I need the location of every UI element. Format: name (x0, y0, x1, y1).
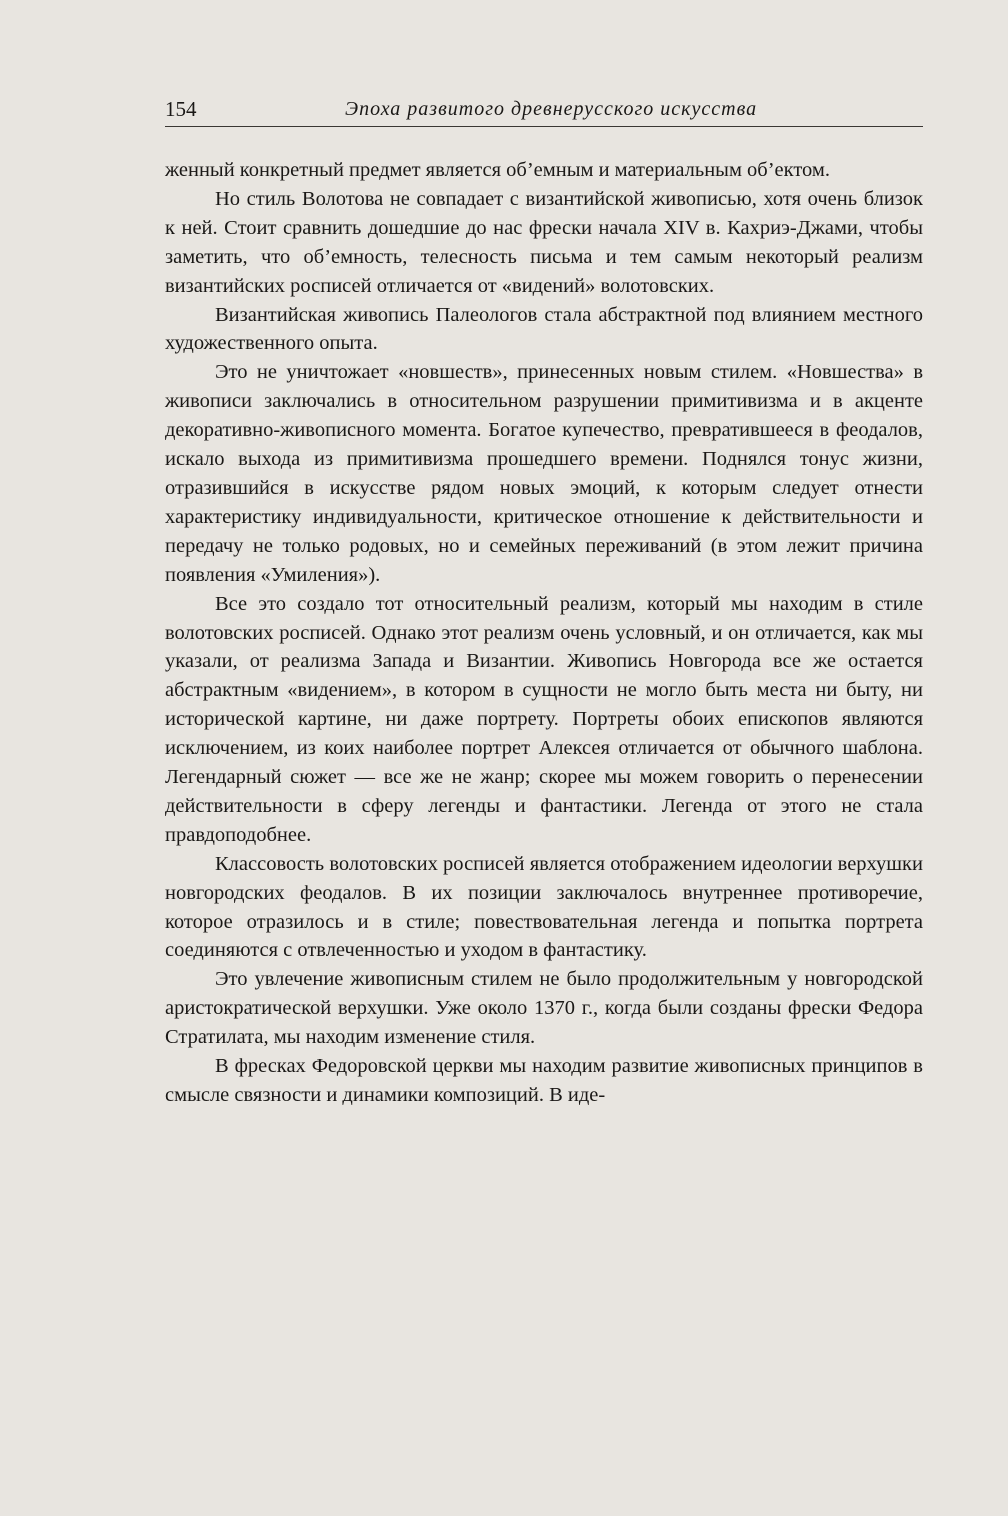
paragraph: В фресках Федоровской церкви мы находим развитие живописных принципов в смысле связности и динамики композиций. В иде- (165, 1055, 923, 1106)
page-number: 154 (165, 97, 197, 121)
paragraph: Классовость волотовских росписей является отображением идеологии верхушки новгородских феодалов. В их позиции заключалось внутреннее противоречие, которое отразилось и в стиле; повествовательная легенда и попытка портрета соединяются с отвлеченностью и уходом в фантастику. (165, 852, 923, 962)
paragraph: Это увлечение живописным стилем не было продолжительным у новгородской аристократической верхушки. Уже около 1370 г., когда были созданы фрески Федора Стратилата, мы находим изменение стиля. (165, 968, 923, 1049)
paragraph: Все это создало тот относительный реализм, который мы находим в стиле волотовских росписей. Однако этот реализм очень условный, и он отличается, как мы указали, от реализма Запада и Византии. Живопись Новгорода все же остается абстрактным «видением», в котором в сущности не могло быть места ни быту, ни исторической картине, ни даже портрету. Портреты обоих епископов являются исключением, из коих наиболее портрет Алексея отличается от обычного шаблона. Легендарный сюжет — все же не жанр; скорее мы можем говорить о перенесении действительности в сферу легенды и фантастики. Легенда от этого не стала правдоподобнее. (165, 592, 923, 846)
paragraph: Это не уничтожает «новшеств», принесенных новым стилем. «Новшества» в живописи заключались в относительном разрушении примитивизма и в акценте декоративно-живописного момента. Богатое купечество, превратившееся в феодалов, искало выхода из примитивизма прошедшего времени. Поднялся тонус жизни, отразившийся в искусстве рядом новых эмоций, к которым следует отнести характеристику индивидуальности, критическое отношение к действительности и передачу не только родовых, но и семейных переживаний (в этом лежит причина появления «Умиления»). (165, 361, 923, 586)
paragraph: Но стиль Волотова не совпадает с византийской живописью, хотя очень близок к ней. Стоит сравнить дошедшие до нас фрески начала XIV в. Кахриэ-Джами, чтобы заметить, что об’емность, телесность письма и тем самым некоторый реализм византийских росписей отличается от «видений» волотовских. (165, 187, 923, 297)
page-header (165, 94, 923, 124)
paragraph: женный конкретный предмет является об’емным и материальным об’ектом. (165, 159, 830, 181)
body-text (165, 156, 923, 1110)
running-title: Эпоха развитого древнерусского искусства (345, 98, 758, 120)
header-rule (165, 126, 923, 127)
paragraph: Византийская живопись Палеологов стала абстрактной под влиянием местного художественного опыта. (165, 303, 923, 355)
